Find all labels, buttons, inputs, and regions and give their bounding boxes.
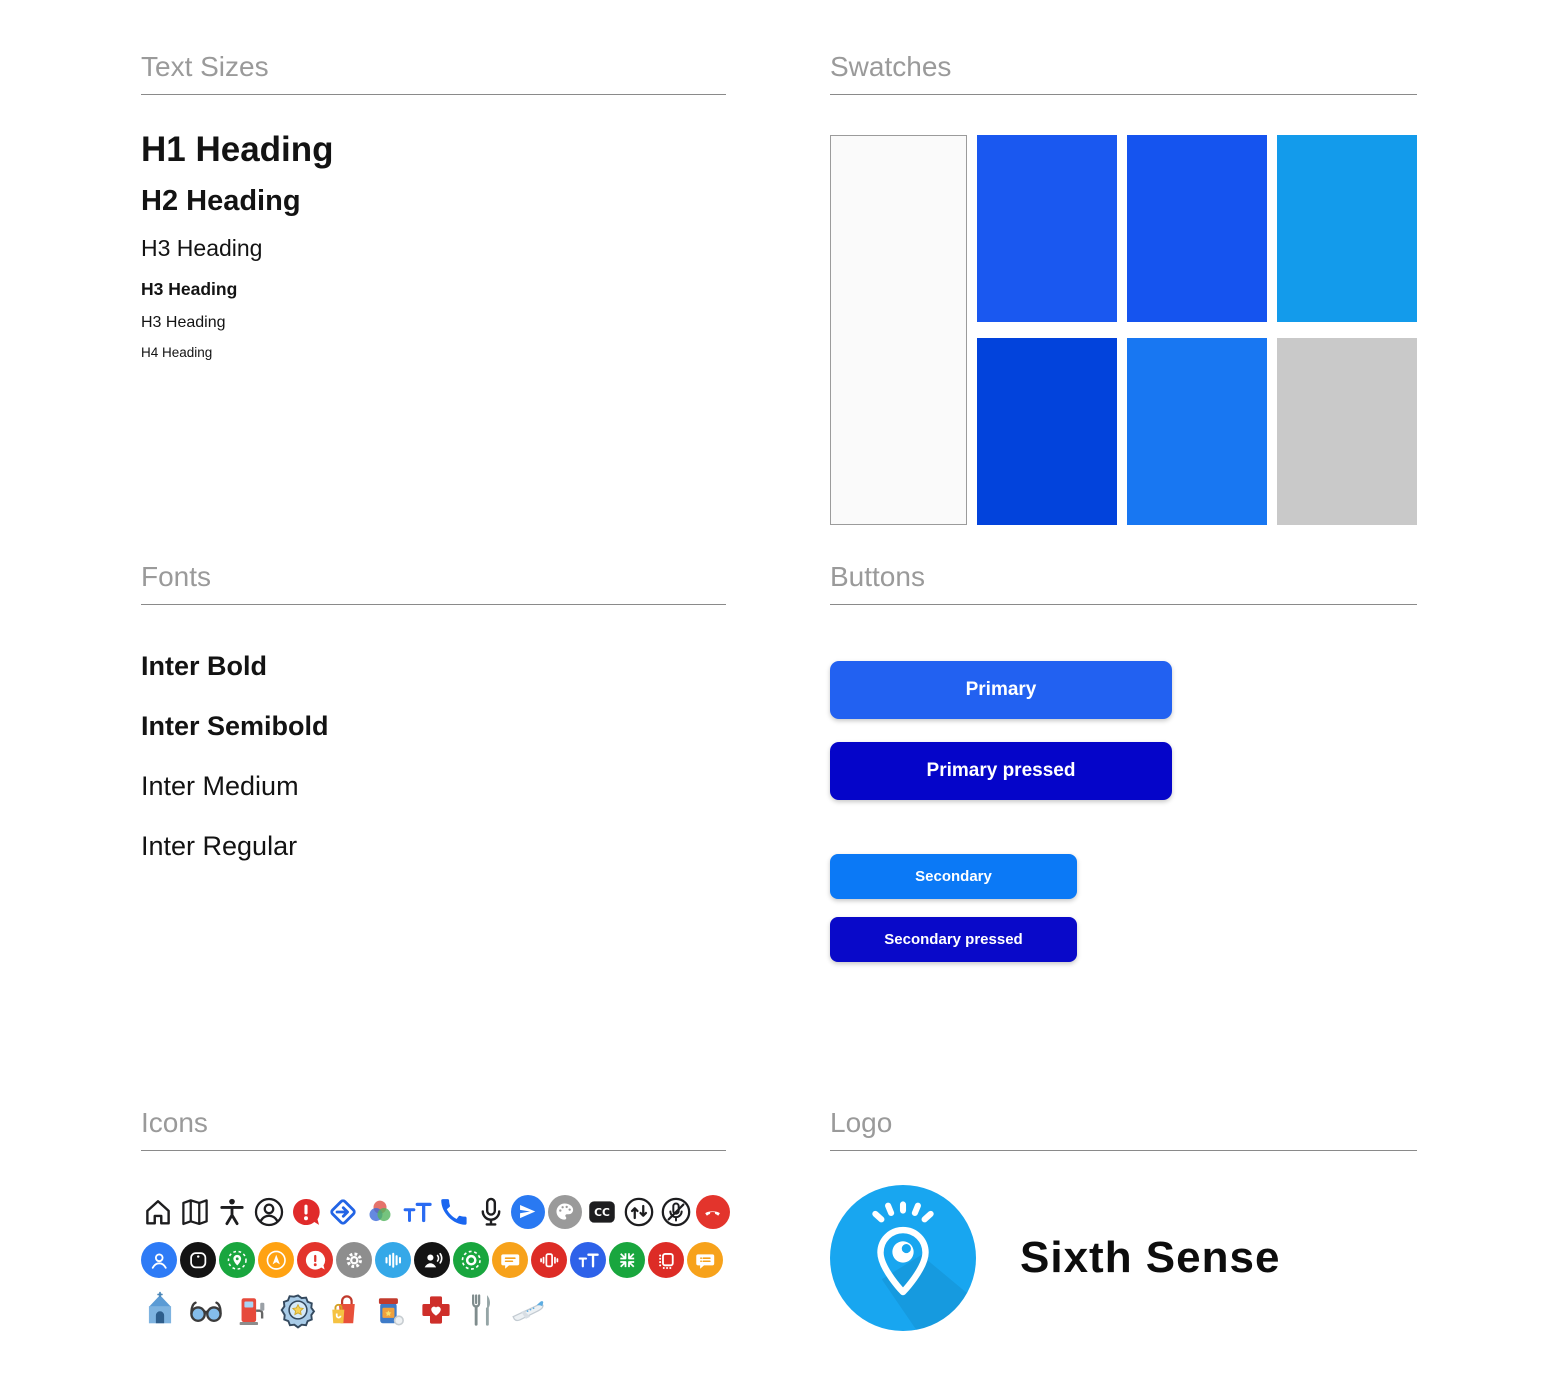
icon-row-emoji: [141, 1291, 726, 1329]
secondary-pressed-button[interactable]: Secondary pressed: [830, 917, 1077, 962]
nav-circle-icon: [258, 1242, 294, 1278]
glasses-icon: [187, 1291, 225, 1329]
logo-section: [830, 1108, 1417, 1331]
health-cross-icon: [417, 1291, 455, 1329]
icons-section: [141, 1108, 726, 1342]
app-frame-dots-icon: [648, 1242, 684, 1278]
text-sample-3: H3 Heading: [141, 279, 238, 300]
cutlery-icon: [463, 1291, 501, 1329]
mic-off-icon: [659, 1195, 693, 1229]
text-size-samples: [141, 129, 726, 361]
closed-caption-icon: [585, 1195, 619, 1229]
map-icon: [178, 1195, 212, 1229]
text-sizes-section: [141, 52, 726, 361]
text-sample-0: H1 Heading: [141, 129, 334, 169]
color-circles-icon: [363, 1195, 397, 1229]
icon-row-outline: [141, 1195, 726, 1229]
medicine-icon: [371, 1291, 409, 1329]
swatch-4: [1127, 338, 1267, 525]
font-sample-2: Inter Medium: [141, 770, 299, 801]
svg-text:CC: CC: [594, 1205, 610, 1219]
text-sample-2: H3 Heading: [141, 235, 263, 262]
buttons-title: Buttons: [830, 562, 1417, 605]
swatches-section: [830, 52, 1417, 525]
collapse-arrows-icon: [609, 1242, 645, 1278]
font-samples: [141, 651, 726, 862]
swatch-2: [1277, 135, 1417, 322]
person-circle-icon: [252, 1195, 286, 1229]
swatch-1: [1127, 135, 1267, 322]
primary-pressed-button[interactable]: Primary pressed: [830, 742, 1172, 800]
icons-title: Icons: [141, 1108, 726, 1151]
font-sample-3: Inter Regular: [141, 830, 298, 861]
airplane-icon: [509, 1291, 547, 1329]
shopping-bags-icon: [325, 1291, 363, 1329]
text-sizes-title: Text Sizes: [141, 52, 726, 95]
swatch-background: [830, 135, 967, 525]
swatch-grid: [977, 135, 1417, 525]
palette-icon: [548, 1195, 582, 1229]
fonts-section: [141, 562, 726, 891]
waveform-icon: [375, 1242, 411, 1278]
font-sample-1: Inter Semibold: [141, 710, 329, 741]
swatch-palette: [830, 135, 1417, 525]
logo: [830, 1185, 1417, 1331]
mic-icon: [474, 1195, 508, 1229]
call-end-icon: [696, 1195, 730, 1229]
chat-alert-circle-icon: [297, 1242, 333, 1278]
repeat-icon: [622, 1195, 656, 1229]
font-sample-0: Inter Bold: [141, 650, 267, 681]
text-sample-1: H2 Heading: [141, 185, 301, 218]
button-samples: [830, 661, 1417, 962]
logo-name: Sixth Sense: [1020, 1232, 1281, 1282]
fonts-title: Fonts: [141, 562, 726, 605]
phone-vibrate-icon: [531, 1242, 567, 1278]
secondary-button[interactable]: Secondary: [830, 854, 1077, 899]
chat-list-icon: [687, 1242, 723, 1278]
icon-rows: [141, 1195, 726, 1329]
accessibility-icon: [215, 1195, 249, 1229]
fuel-pump-icon: [233, 1291, 271, 1329]
speaking-person-icon: [414, 1242, 450, 1278]
phone-icon: [437, 1195, 471, 1229]
text-size-circle-icon: [570, 1242, 606, 1278]
focus-dashed-icon: [453, 1242, 489, 1278]
police-badge-icon: [279, 1291, 317, 1329]
icon-row-circles: [141, 1242, 726, 1278]
text-sample-5: H4 Heading: [141, 344, 213, 360]
text-sample-4: H3 Heading: [141, 314, 226, 332]
account-icon: [141, 1242, 177, 1278]
chat-lines-icon: [492, 1242, 528, 1278]
buttons-section: [830, 562, 1417, 962]
swatch-5: [1277, 338, 1417, 525]
sixth-sense-logo-icon: [830, 1185, 976, 1331]
swatch-0: [977, 135, 1117, 322]
swatches-title: Swatches: [830, 52, 1417, 95]
home-icon: [141, 1195, 175, 1229]
logo-title: Logo: [830, 1108, 1417, 1151]
chat-alert-icon: [289, 1195, 323, 1229]
pin-dashed-icon: [219, 1242, 255, 1278]
send-icon: [511, 1195, 545, 1229]
camera-icon: [180, 1242, 216, 1278]
nav-diamond-icon: [326, 1195, 360, 1229]
gear-icon: [336, 1242, 372, 1278]
text-size-icon: [400, 1195, 434, 1229]
primary-button[interactable]: Primary: [830, 661, 1172, 719]
swatch-3: [977, 338, 1117, 525]
church-icon: [141, 1291, 179, 1329]
